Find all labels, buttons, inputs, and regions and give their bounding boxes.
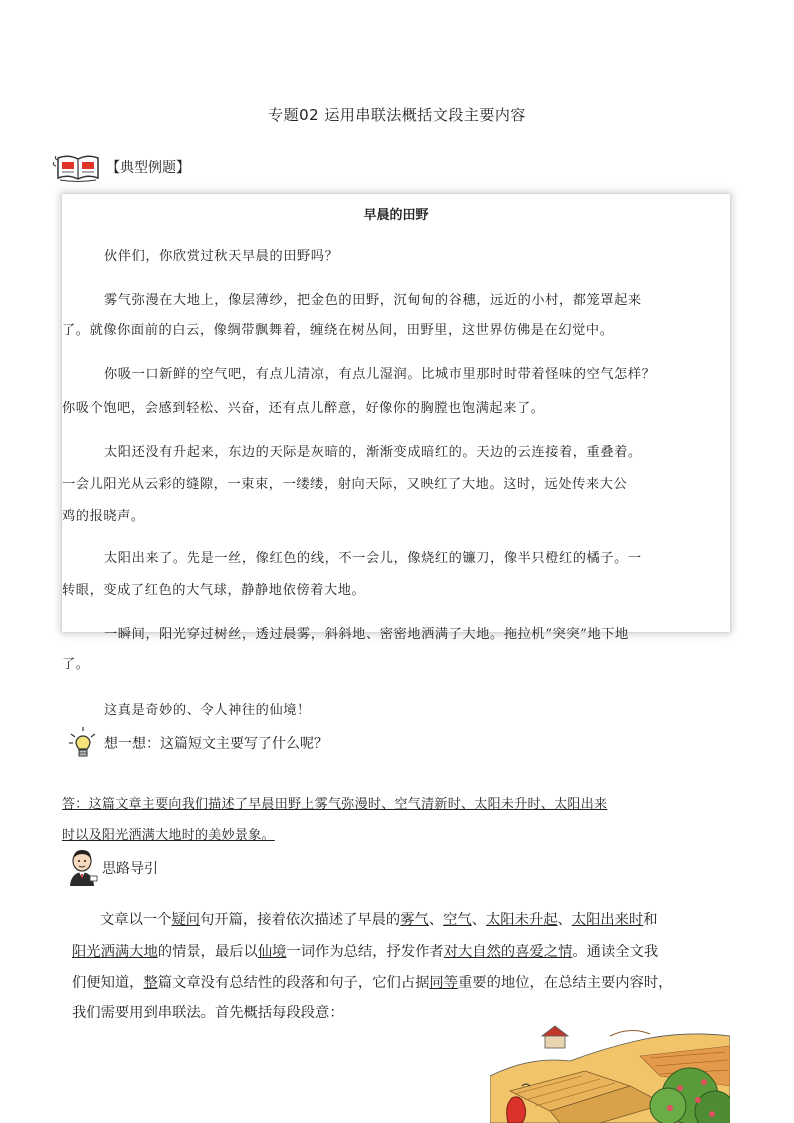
think-prompt: [68, 726, 328, 760]
question-text: 想一想：这篇短文主要写了什么呢？: [104, 736, 328, 752]
answer-text-2: 时以及阳光洒满大地时的美妙景象。: [62, 828, 275, 843]
analysis-text: 篇文章没有总结性的段落和句子，它们占据: [157, 975, 430, 991]
passage-line-7: 一会儿阳光从云彩的缝隙，一束束，一缕缕，射向天际，又映红了大地。这时，远处传来大公: [62, 477, 628, 492]
keyword: 雾气: [400, 912, 429, 928]
answer-line-1: [62, 793, 607, 812]
passage-line-13: 这真是奇妙的、令人神往的仙境！: [104, 703, 311, 718]
passage-line-1: 伙伴们，你欣赏过秋天早晨的田野吗？: [104, 249, 339, 264]
keyword: 阳光洒满大地: [72, 944, 158, 960]
analysis-line-4: 我们需要用到串联法。首先概括每段段意：: [72, 1005, 344, 1021]
page-title: 专题02 运用串联法概括文段主要内容: [268, 106, 526, 124]
analysis-text: 。通读全文我: [572, 944, 659, 960]
analysis-text: 、: [471, 912, 487, 928]
passage-line-10: 转眼，变成了红色的大气球，静静地依傍着大地。: [62, 583, 366, 598]
passage-line-2: 雾气弥漫在大地上，像层薄纱，把金色的田野，沉甸甸的谷穗，远近的小村，都笼罩起来: [104, 293, 642, 308]
keyword: 整: [143, 975, 158, 991]
passage-line-6: 太阳还没有升起来，东边的天际是灰暗的，渐渐变成暗红的。天边的云连接着，重叠着。: [104, 445, 642, 460]
passage-line-3: 了。就像你面前的白云，像绸带飘舞着，缠绕在树丛间，田野里，这世界仿佛是在幻觉中。: [62, 323, 614, 338]
section-label: 【典型例题】: [106, 160, 190, 176]
section-header: [52, 150, 190, 184]
lightbulb-icon: [68, 726, 98, 760]
analysis-text: 们便知道，: [72, 975, 144, 991]
analysis-text: 句开篇，接着依次描述了早晨的: [200, 912, 401, 928]
answer-text-1: 答：这篇文章主要向我们描述了早晨田野上雾气弥漫时、空气清新时、太阳未升时、太阳出来: [62, 797, 608, 812]
analysis-text: 的情景，最后以: [157, 944, 258, 960]
keyword: 对大自然的喜爱之情: [443, 944, 573, 960]
passage-line-5: 你吸个饱吧，会感到轻松、兴奋，还有点儿醉意，好像你的胸膛也饱满起来了。: [62, 401, 545, 416]
passage-line-9: 太阳出来了。先是一丝，像红色的线，不一会儿，像烧红的镰刀，像半只橙红的橘子。一: [104, 551, 642, 566]
passage-line-8: 鸡的报晓声。: [62, 509, 145, 524]
guide-header: [66, 848, 158, 888]
keyword: 仙境: [257, 944, 287, 960]
keyword: 同等: [429, 975, 459, 991]
passage-line-4: 你吸一口新鲜的空气吧，有点儿清凉，有点儿湿润。比城市里那时时带着怪味的空气怎样？: [104, 367, 656, 382]
passage-title: 早晨的田野: [363, 208, 429, 223]
analysis-line-3: [72, 968, 672, 998]
keyword: 空气: [443, 912, 472, 928]
keyword: 疑问: [171, 912, 201, 928]
analysis-text: 、: [428, 912, 444, 928]
analysis-line-1: [100, 905, 658, 935]
analysis-text: 、: [557, 912, 572, 928]
guide-label: 思路导引: [102, 861, 158, 877]
analysis-line-2: [72, 937, 658, 967]
analysis-text: 和: [643, 912, 658, 928]
analysis-text: 重要的地位，在总结主要内容时，: [458, 975, 673, 991]
analysis-text: 一词作为总结，抒发作者: [286, 944, 444, 960]
passage-line-12: 了。: [62, 657, 90, 672]
answer-line-2: [62, 824, 275, 843]
keyword: 太阳未升起: [486, 912, 558, 928]
open-book-icon: [52, 150, 104, 184]
passage-line-11: 一瞬间，阳光穿过树丝，透过晨雾，斜斜地、密密地洒满了大地。拖拉机“突突”地下地: [104, 627, 629, 642]
keyword: 太阳出来时: [571, 912, 644, 928]
teacher-avatar-icon: [66, 848, 100, 888]
analysis-text: 文章以一个: [100, 912, 172, 928]
countryside-illustration: [490, 1016, 730, 1123]
